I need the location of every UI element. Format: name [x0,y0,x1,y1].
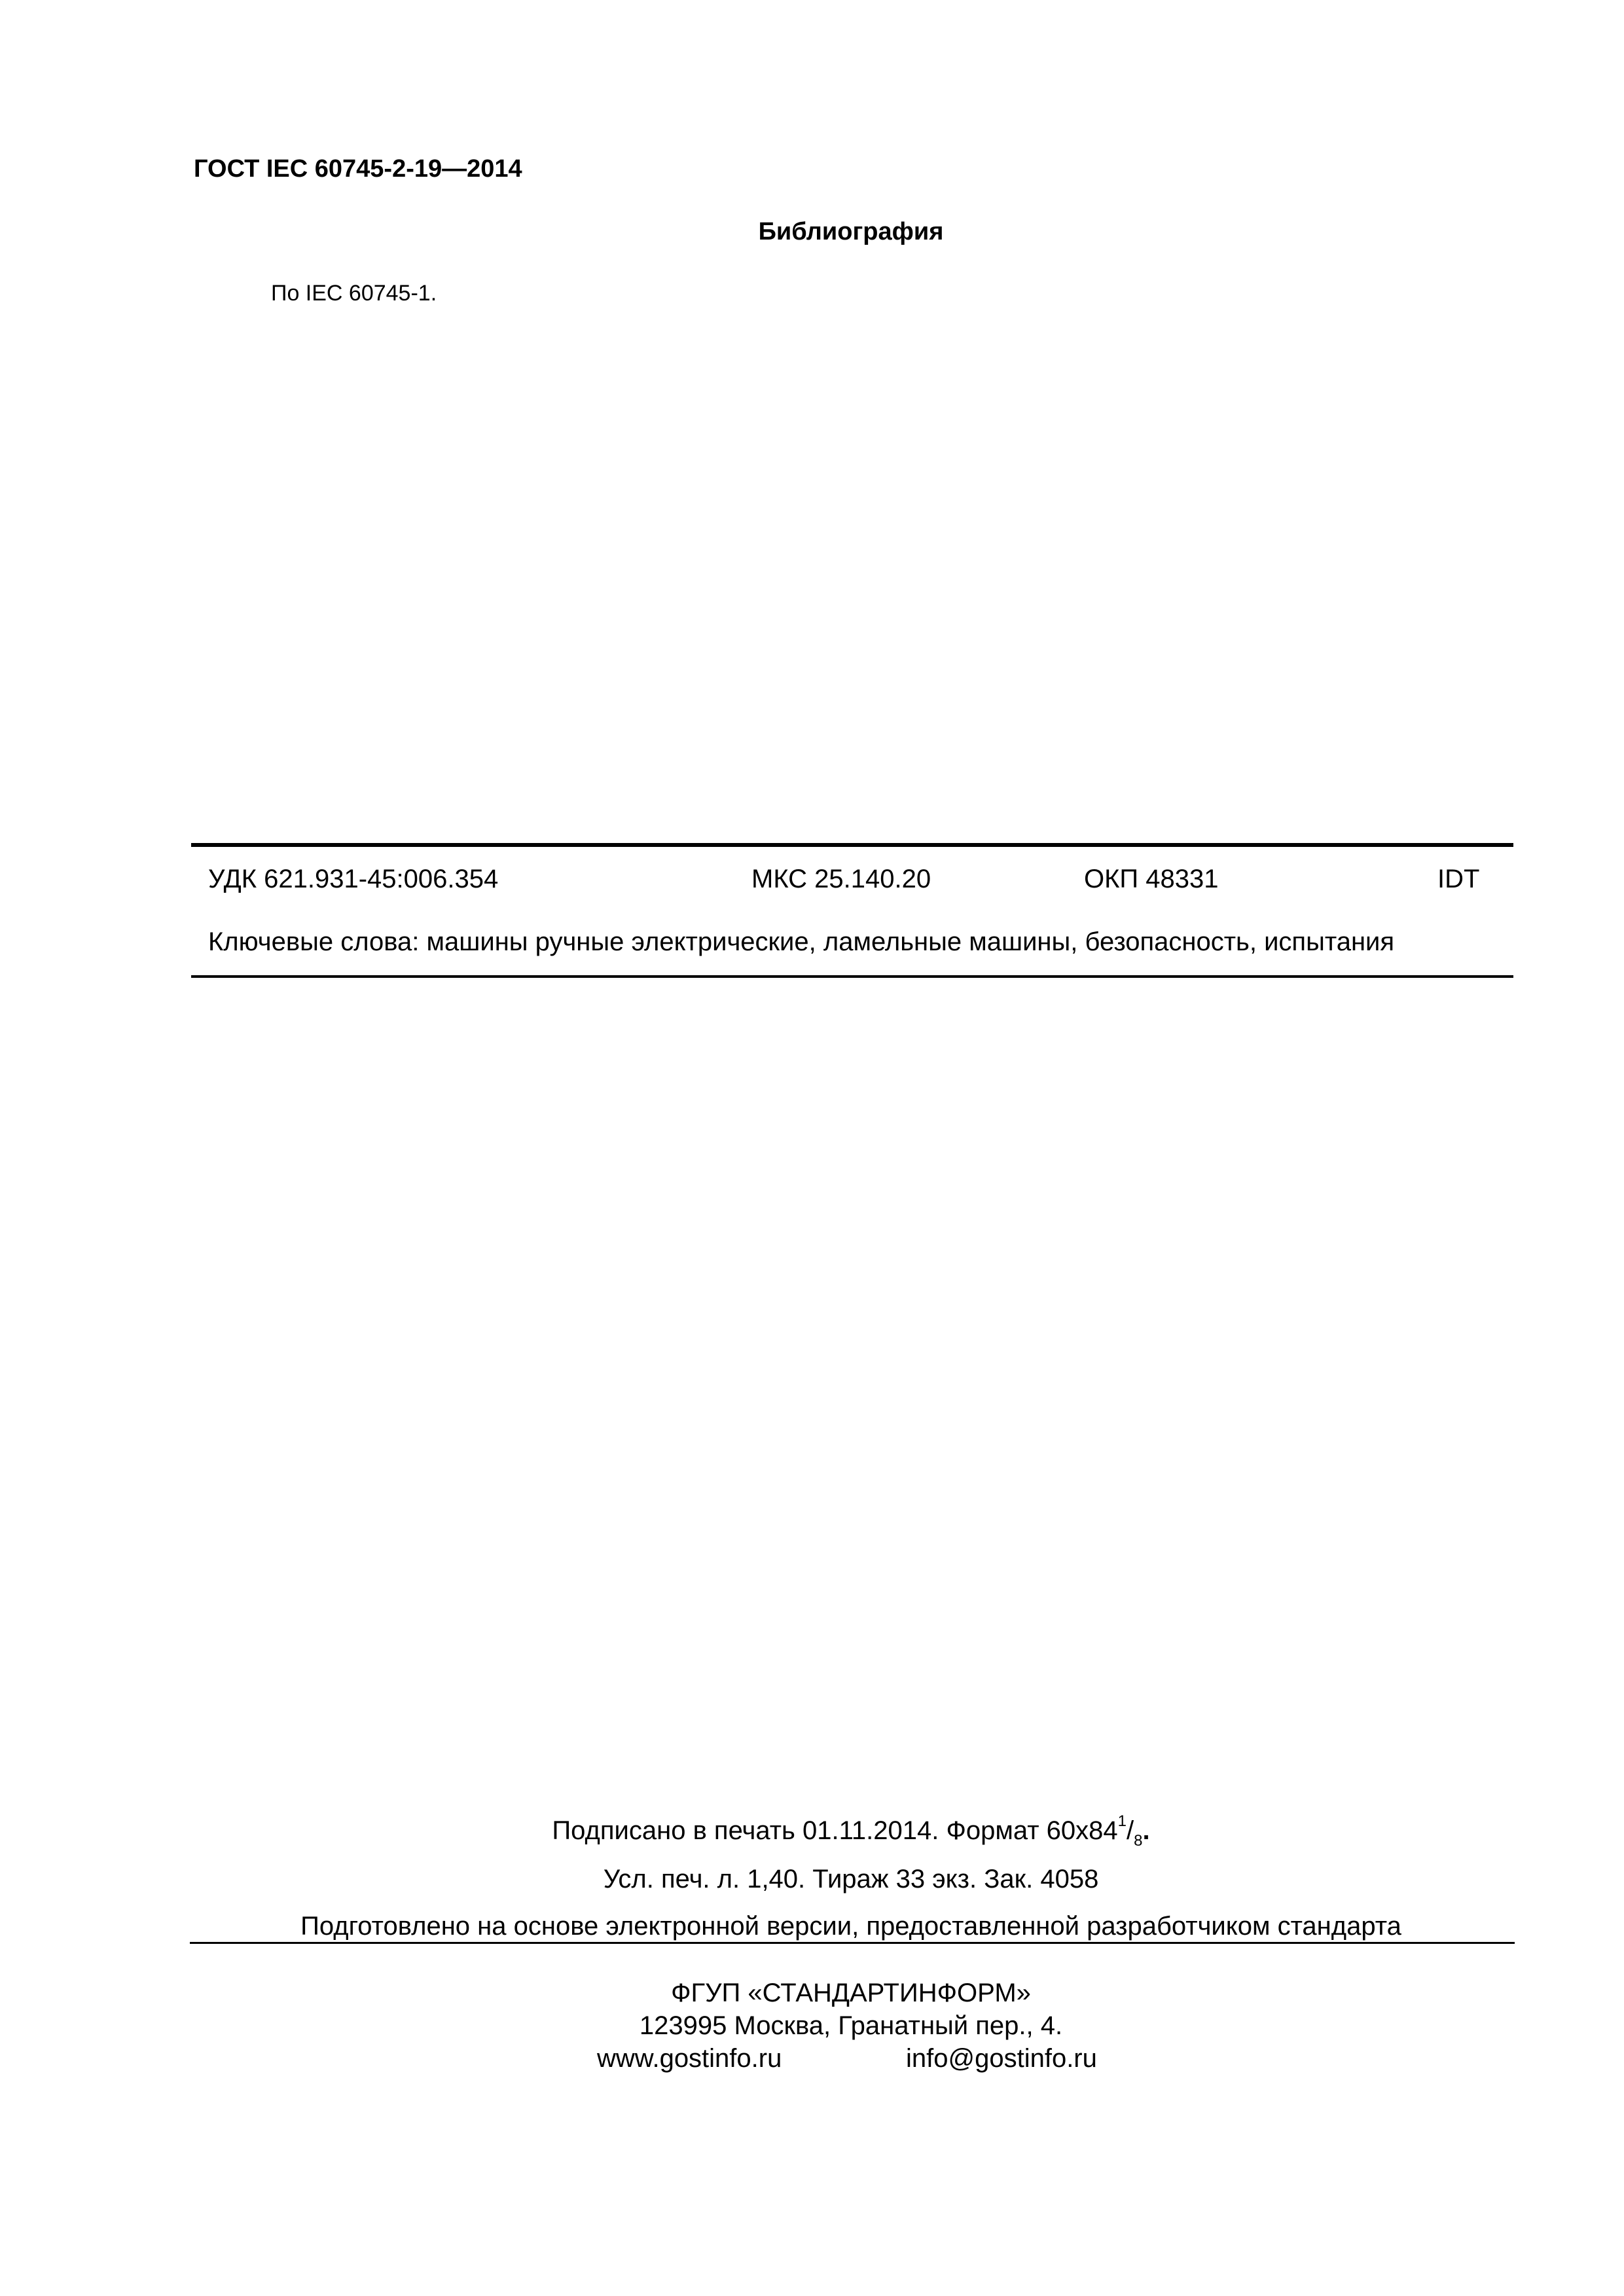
okp-code: ОКП 48331 [1084,865,1219,893]
imprint-print-info: Усл. печ. л. 1,40. Тираж 33 экз. Зак. 4058 [603,1865,1099,1893]
bibliography-title: Библиография [758,218,944,245]
imprint-signed-text: Подписано в печать 01.11.2014. Формат 60x84 [552,1816,1118,1845]
format-fraction-numerator: 1 [1117,1812,1127,1830]
keywords: Ключевые слова: машины ручные электрические, ламельные машины, безопасность, испытания [208,927,1395,956]
classification-top-rule [191,843,1513,847]
bibliography-text: По IEC 60745-1. [271,281,437,306]
imprint-prepared-note: Подготовлено на основе электронной версии, предоставленной разработчиком стандарта [300,1912,1401,1941]
mks-code: МКС 25.140.20 [751,865,931,893]
idt-label: IDT [1437,865,1480,893]
imprint-line-end: . [1142,1816,1150,1845]
publisher-website-link[interactable]: www.gostinfo.ru [597,2044,782,2073]
imprint-rule [190,1942,1515,1944]
document-id: ГОСТ IEC 60745-2-19—2014 [194,155,522,183]
publisher-name: ФГУП «СТАНДАРТИНФОРМ» [671,1979,1031,2007]
publisher-email-link[interactable]: info@gostinfo.ru [906,2044,1097,2073]
format-fraction-denominator: 8 [1134,1832,1143,1850]
publisher-address: 123995 Москва, Гранатный пер., 4. [639,2011,1063,2040]
udk-code: УДК 621.931-45:006.354 [208,865,499,893]
format-fraction-separator: / [1126,1816,1134,1845]
classification-bottom-rule [191,975,1513,978]
imprint-signed-line [0,1814,1624,1851]
